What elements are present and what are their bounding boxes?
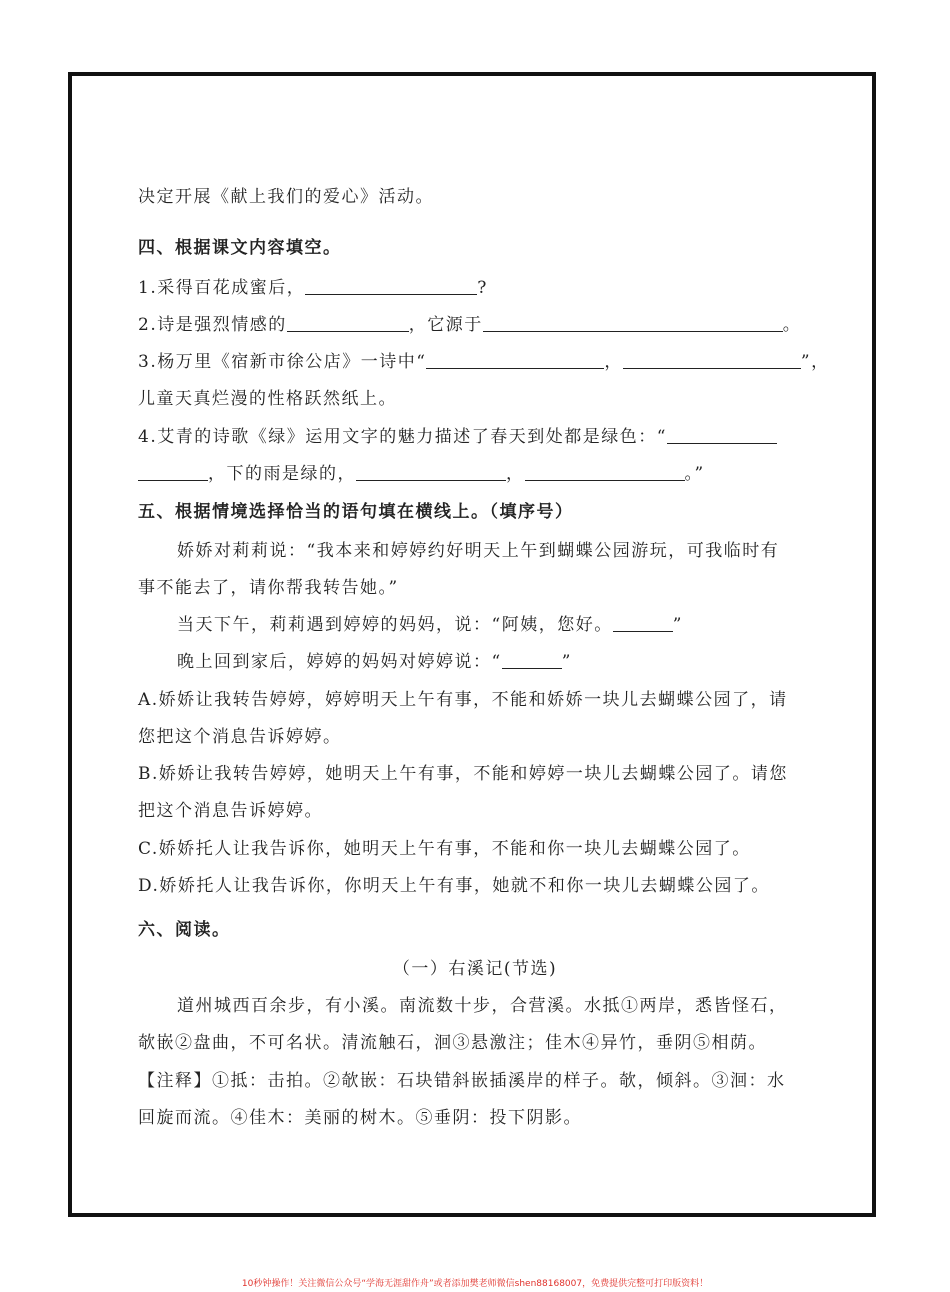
q2-suffix: 。: [782, 315, 802, 335]
q2-mid: ，它源于: [408, 315, 483, 335]
q1-answer-blank[interactable]: [305, 278, 477, 295]
s5-p3-answer-blank[interactable]: [502, 652, 562, 669]
option-a-line1: A.娇娇让我转告婷婷，婷婷明天上午有事，不能和娇娇一块儿去蝴蝶公园了，请: [138, 690, 788, 710]
section5-heading: 五、根据情境选择恰当的语句填在横线上。（填序号）: [138, 502, 574, 522]
q2-prefix: 2.诗是强烈情感的: [138, 315, 287, 335]
notes-line1: 【注释】①抵：击拍。②欹嵌：石块错斜嵌插溪岸的样子。欹，倾斜。③洄：水: [138, 1071, 786, 1091]
reading-text-line1: 道州城西百余步，有小溪。南流数十步，合营溪。水抵①两岸，悉皆怪石，: [177, 996, 788, 1016]
section6-heading: 六、阅读。: [138, 920, 231, 940]
s5-p2-answer-blank[interactable]: [613, 615, 673, 632]
option-b-line2: 把这个消息告诉婷婷。: [138, 801, 323, 821]
section4-heading: 四、根据课文内容填空。: [138, 238, 342, 258]
s5-p1-line1: 娇娇对莉莉说：“我本来和婷婷约好明天上午到蝴蝶公园游玩，可我临时有: [177, 541, 780, 561]
s5-p2-suffix: ”: [672, 615, 683, 635]
q4-answer-blank-4[interactable]: [525, 464, 685, 481]
s5-p1-line2: 事不能去了，请你帮我转告她。”: [138, 578, 399, 598]
q4-suffix: 。”: [684, 464, 705, 484]
q4-mid1: ，下的雨是绿的，: [208, 464, 356, 484]
reading-subtitle: （一）右溪记(节选): [392, 959, 558, 979]
q3-line2: 儿童天真烂漫的性格跃然纸上。: [138, 389, 397, 409]
s5-p3-prefix: 晚上回到家后，婷婷的妈妈对婷婷说：“: [177, 652, 502, 672]
q3: [138, 350, 830, 374]
q3-answer-blank-1[interactable]: [426, 352, 604, 369]
q4-answer-blank-3[interactable]: [356, 464, 506, 481]
q2: [138, 313, 801, 337]
reading-text-line2: 欹嵌②盘曲，不可名状。清流触石，洄③悬激注；佳木④异竹，垂阴⑤相荫。: [138, 1033, 767, 1053]
notes-line2: 回旋而流。④佳木：美丽的树木。⑤垂阴：投下阴影。: [138, 1108, 582, 1128]
q1: [138, 276, 488, 300]
option-c: C.娇娇托人让我告诉你，她明天上午有事，不能和你一块儿去蝴蝶公园了。: [138, 839, 751, 859]
s5-p3: [177, 650, 572, 674]
q4-answer-blank-2[interactable]: [138, 464, 208, 481]
q4-text: 4.艾青的诗歌《绿》运用文字的魅力描述了春天到处都是绿色：“: [138, 427, 667, 447]
q1-prefix: 1.采得百花成蜜后，: [138, 278, 306, 298]
s5-p2: [177, 613, 683, 637]
q3-mid: ，: [604, 352, 623, 372]
footer-promo-text: 10秒钟操作！关注微信公众号“学海无涯甜作舟”或者添加樊老师微信shen88168007，免费提供完整可打印版资料！: [241, 1279, 709, 1289]
option-b-line1: B.娇娇让我转告婷婷，她明天上午有事，不能和婷婷一块儿去蝴蝶公园了。请您: [138, 764, 788, 784]
option-a-line2: 您把这个消息告诉婷婷。: [138, 727, 342, 747]
q4-answer-blank-1[interactable]: [667, 427, 777, 444]
q3-prefix: 3.杨万里《宿新市徐公店》一诗中“: [138, 352, 427, 372]
q2-answer-blank-2[interactable]: [483, 315, 783, 332]
q4-mid2: ，: [506, 464, 525, 484]
option-d: D.娇娇托人让我告诉你，你明天上午有事，她就不和你一块儿去蝴蝶公园了。: [138, 876, 770, 896]
q4-line2: [138, 462, 705, 486]
q4-line1: [138, 425, 777, 449]
s5-p2-prefix: 当天下午，莉莉遇到婷婷的妈妈，说：“阿姨，您好。: [177, 615, 613, 635]
q2-answer-blank-1[interactable]: [287, 315, 409, 332]
intro-line: 决定开展《献上我们的爱心》活动。: [138, 187, 434, 207]
q3-suffix: ”，: [800, 352, 830, 372]
s5-p3-suffix: ”: [561, 652, 572, 672]
q3-answer-blank-2[interactable]: [623, 352, 801, 369]
q1-suffix: ?: [477, 278, 488, 298]
